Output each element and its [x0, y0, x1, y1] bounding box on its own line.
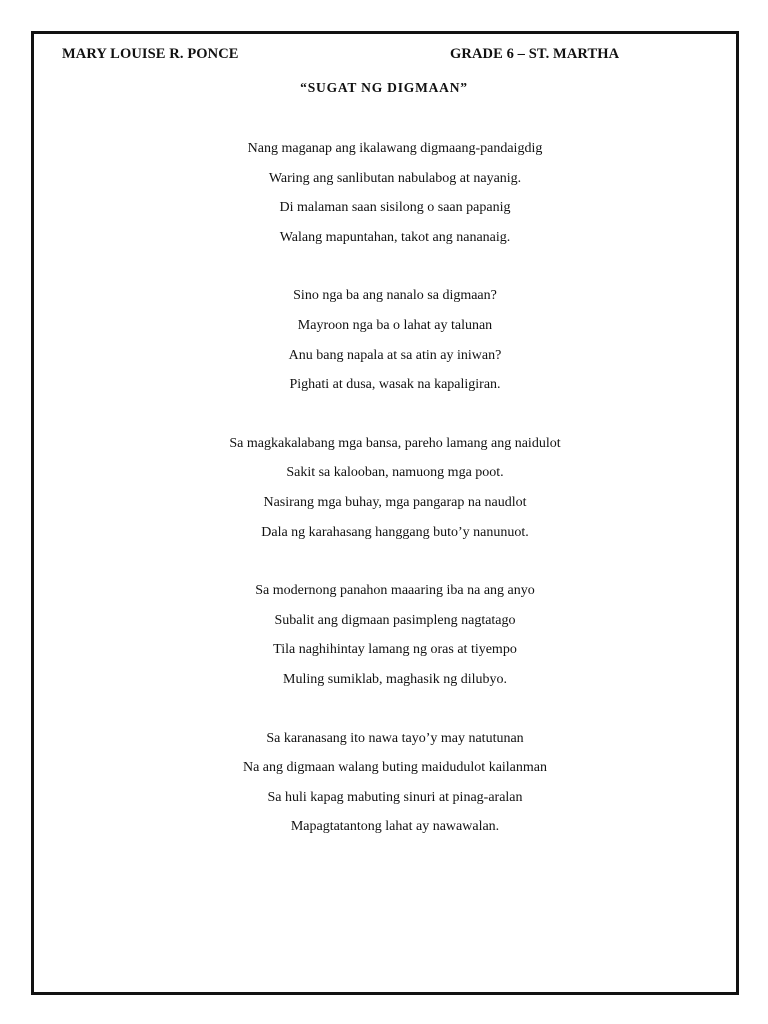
- poem-line: Anu bang napala at sa atin ay iniwan?: [288, 347, 502, 363]
- poem-line: Tila naghihintay lamang ng oras at tiyempo: [273, 642, 517, 658]
- poem-line: Pighati at dusa, wasak na kapaligiran.: [289, 377, 501, 393]
- poem-line: Waring ang sanlibutan nabulabog at nayanig.: [268, 170, 522, 186]
- poem-line: Walang mapuntahan, takot ang nananaig.: [279, 229, 511, 245]
- poem-line: Sakit sa kalooban, namuong mga poot.: [286, 465, 504, 481]
- poem-line: Nang maganap ang ikalawang digmaang-pandaigdig: [247, 141, 543, 156]
- poem-line: Sa magkakalabang mga bansa, pareho lamang ang naidulot: [229, 435, 561, 451]
- stanza-4: [0, 581, 768, 699]
- poem-line: Di malaman saan sisilong o saan papanig: [279, 200, 511, 216]
- poem-title: “SUGAT NG DIGMAAN”: [300, 80, 468, 95]
- poem-line: Nasirang mga buhay, mga pangarap na naudlot: [263, 494, 527, 510]
- grade-section: GRADE 6 – ST. MARTHA: [450, 46, 620, 62]
- poem-line: Dala ng karahasang hanggang buto’y nanunuot.: [261, 524, 529, 540]
- poem-line: Sino nga ba ang nanalo sa digmaan?: [293, 288, 497, 304]
- author-name: MARY LOUISE R. PONCE: [62, 46, 239, 62]
- stanza-2: [0, 286, 768, 404]
- poem-line: Sa modernong panahon maaaring iba na ang anyo: [255, 583, 535, 599]
- poem-line: Mayroon nga ba o lahat ay talunan: [297, 317, 493, 333]
- stanza-3: [0, 434, 768, 552]
- poem-body: [0, 139, 768, 876]
- stanza-5: [0, 729, 768, 847]
- poem-line: Na ang digmaan walang buting maidudulot kailanman: [242, 760, 548, 776]
- poem-line: Sa karanasang ito nawa tayo’y may natutunan: [266, 730, 524, 746]
- poem-line: Mapagtatantong lahat ay nawawalan.: [290, 819, 500, 835]
- header: [62, 46, 638, 66]
- stanza-1: [0, 139, 768, 257]
- poem-line: Muling sumiklab, maghasik ng dilubyo.: [283, 671, 507, 687]
- poem-line: Sa huli kapag mabuting sinuri at pinag-aralan: [267, 789, 523, 805]
- poem-line: Subalit ang digmaan pasimpleng nagtatago: [274, 612, 516, 628]
